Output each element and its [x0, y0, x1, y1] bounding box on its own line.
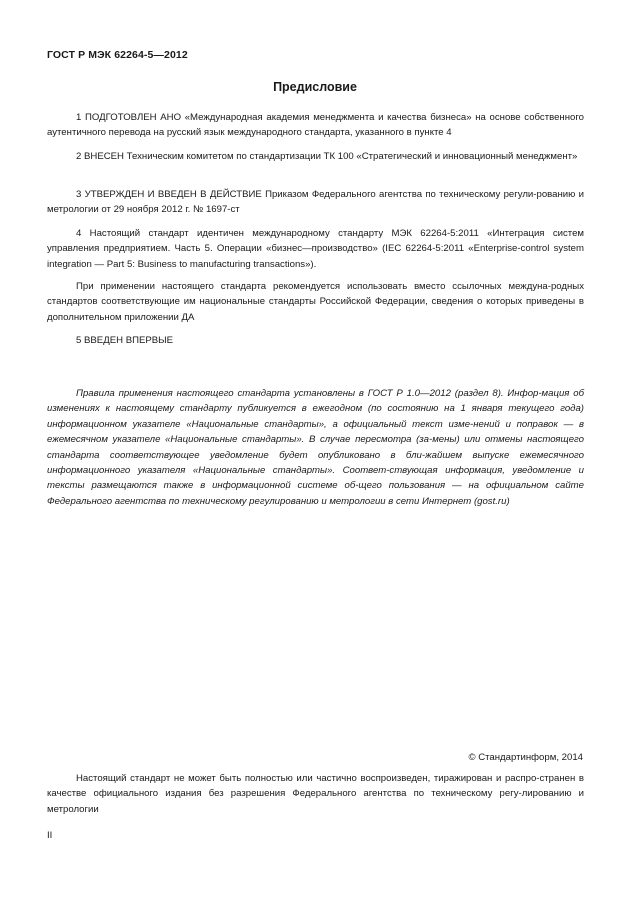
paragraph-4: 4 Настоящий стандарт идентичен международному стандарту МЭК 62264-5:2011 «Интеграция систем управления предприятием. Часть 5. Операции «бизнес—производство» (IEC 62264-5:2011 «Enterprise-control system integration — Part 5: Business to manufacturing transactions»).: [47, 228, 584, 270]
paragraph-3: 3 УТВЕРЖДЕН И ВВЕДЕН В ДЕЙСТВИЕ Приказом Федерального агентства по техническому регули-рованию и метрологии от 29 ноября 2012 г. № 1697-ст: [47, 189, 584, 216]
reproduction-notice: Настоящий стандарт не может быть полностью или частично воспроизведен, тиражирован и распро-странен в качестве официального издания без разрешения Федерального агентства по техническому регу-лированию и метрологии: [47, 773, 584, 815]
paragraph-2: 2 ВНЕСЕН Техническим комитетом по стандартизации ТК 100 «Стратегический и инновационный менеджмент»: [76, 151, 578, 162]
page-title: Предисловие: [273, 80, 357, 94]
page-number: II: [47, 830, 53, 841]
notice-paragraph: Правила применения настоящего стандарта установлены в ГОСТ Р 1.0—2012 (раздел 8). Инфор-мация об изменениях к настоящему стандарту публикуется в ежегодном (по состоянию на 1 января текущего года) информационном указателе «Национальные стандарты», а официальный текст изме-нений и поправок — в ежемесячном указателе «Национальные стандарты». В случае пересмотра (за-мены) или отмены настоящего стандарта соответствующее уведомление будет опубликовано в бли-жайшем выпуске ежемесячного информационного указателя «Национальные стандарты». Соответ-ствующая информация, уведомление и тексты размещаются также в информационной системе об-щего пользования — на официальном сайте Федерального агентства по техническому регулированию и метрологии в сети Интернет (gost.ru): [47, 388, 584, 507]
paragraph-5: При применении настоящего стандарта рекомендуется использовать вместо ссылочных междуна-родных стандартов соответствующие им национальные стандарты Российской Федерации, сведения о которых приведены в дополнительном приложении ДА: [47, 281, 584, 323]
document-header: ГОСТ Р МЭК 62264-5—2012: [47, 49, 188, 61]
paragraph-1: 1 ПОДГОТОВЛЕН АНО «Международная академия менеджмента и качества бизнеса» на основе собственного аутентичного перевода на русский язык международного стандарта, указанного в пункте 4: [47, 112, 584, 139]
paragraph-6: 5 ВВЕДЕН ВПЕРВЫЕ: [76, 335, 174, 346]
copyright-line: © Стандартинформ, 2014: [468, 752, 583, 763]
